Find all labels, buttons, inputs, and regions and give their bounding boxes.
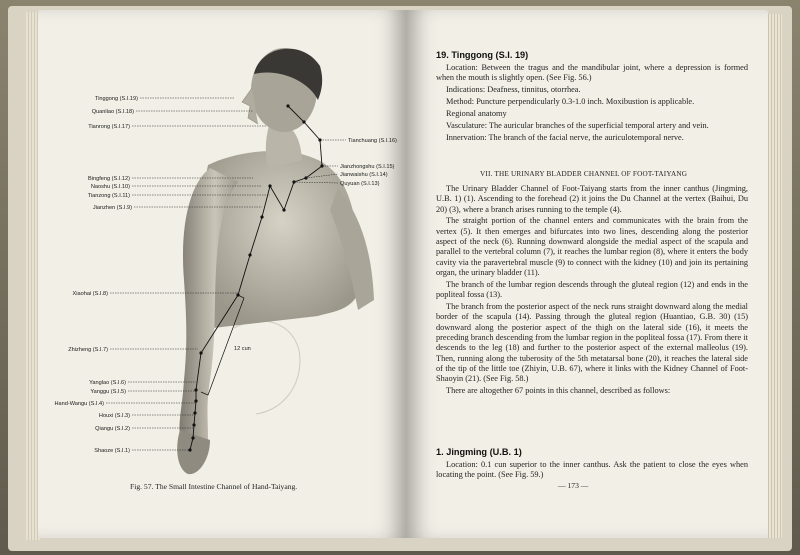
anatomical-figure <box>38 10 406 538</box>
point-label: Naoshu (S.I.10) <box>90 184 130 190</box>
text-block-tinggong <box>436 63 748 145</box>
point-label: Tianrong (S.I.17) <box>88 124 130 130</box>
acupoint-dot <box>268 184 271 187</box>
point-label: Quyuan (S.I.13) <box>340 181 380 187</box>
section-title: VII. THE URINARY BLADDER CHANNEL OF FOOT-TAIYANG <box>480 170 688 178</box>
point-label: Hand-Wangu (S.I.4) <box>54 401 104 407</box>
acupoint-dot <box>248 253 251 256</box>
point-label: Jianwaishu (S.I.14) <box>340 172 388 178</box>
regional-anatomy-label: Regional anatomy <box>446 108 507 118</box>
acupoint-dot <box>286 104 289 107</box>
point-label: Yanggu (S.I.5) <box>90 389 126 395</box>
point-label: Shaoze (S.I.1) <box>94 448 130 454</box>
acupoint-dot <box>193 411 196 414</box>
bladder-paragraph-1: The Urinary Bladder Channel of Foot-Taiyang starts from the inner canthus (Jingming, U.B. 1) (1). Ascending to the forehead (2) it joins the Du Channel at the vertex (Baihui, Du 20) (3), where a branch arises running to the temple (4). <box>436 184 748 214</box>
right-page <box>406 10 768 538</box>
page-number: — 173 — <box>558 481 589 490</box>
bladder-paragraph-5: There are altogether 67 points in this channel, described as follows: <box>446 386 671 396</box>
innervation-paragraph: Innervation: The branch of the facial nerve, the auriculotemporal nerve. <box>446 132 684 142</box>
acupoint-dot <box>260 215 263 218</box>
indications-paragraph: Indications: Deafness, tinnitus, otorrhea. <box>446 85 581 95</box>
method-paragraph: Method: Puncture perpendicularly 0.3-1.0 inch. Moxibustion is applicable. <box>446 97 695 107</box>
vasculature-paragraph: Vasculature: The auricular branches of the superficial temporal artery and vein. <box>446 120 709 130</box>
heading-jingming: 1. Jingming (U.B. 1) <box>436 447 522 457</box>
point-label: Bingfeng (S.I.12) <box>88 176 130 182</box>
jingming-location-paragraph: Location: 0.1 cun superior to the inner canthus. Ask the patient to close the eyes when locating the point. (See Fig. 59.) <box>436 460 748 480</box>
point-label: Tianchuang (S.I.16) <box>348 138 397 144</box>
cun-label: 12 cun <box>234 346 251 352</box>
acupoint-dot <box>282 208 285 211</box>
point-label: Tianzong (S.I.11) <box>87 193 130 199</box>
point-label: Quanliao (S.I.18) <box>91 109 134 115</box>
point-label: Jianzhongshu (S.I.15) <box>340 164 395 170</box>
acupoint-dot <box>192 423 195 426</box>
acupoint-dot <box>191 436 194 439</box>
bladder-paragraph-4: The branch from the posterior aspect of the neck runs straight downward along the medial border of the scapula (14). Passing through the gluteal region (Huantiao, G.B. 30) (15) downward along the posterior aspect of the thigh on the lateral side (16), it meets the preceding branch descending from the lumbar region in the popliteal fossa (17). From there it descends to the leg (18) and further to the posterior aspect of the external malleolus (19). Then, running along the tuberosity of the 5th metatarsal bone (20), it reaches the lateral side of the tip of the little toe (Zhiyin, U.B. 67), where it links with the Kidney Channel of Foot-Shaoyin (21). (See Fig. 58.) <box>436 302 748 384</box>
acupoint-dot <box>302 120 305 123</box>
figure-caption: Fig. 57. The Small Intestine Channel of Hand-Taiyang. <box>130 482 298 491</box>
page-stack-right <box>766 14 782 538</box>
text-block-bladder <box>436 184 748 398</box>
point-label: Yanglao (S.I.6) <box>89 380 126 386</box>
bladder-paragraph-3: The branch of the lumbar region descends through the gluteal region (12) and ends in the popliteal fossa (13). <box>436 279 748 300</box>
point-label: Xiaohai (S.I.8) <box>72 291 108 297</box>
background-sketch <box>234 321 300 414</box>
point-label: Zhizheng (S.I.7) <box>68 347 108 353</box>
location-paragraph: Location: Between the tragus and the mandibular joint, where a depression is formed when the mouth is slightly open. (See Fig. 56.) <box>436 63 748 83</box>
text-block-jingming <box>436 460 748 482</box>
point-label: Jianzhen (S.I.9) <box>92 205 132 211</box>
left-page <box>38 10 406 538</box>
heading-tinggong: 19. Tinggong (S.I. 19) <box>436 50 529 60</box>
point-label: Qiangu (S.I.2) <box>95 426 130 432</box>
acupoint-dot <box>194 399 197 402</box>
bladder-paragraph-2: The straight portion of the channel enters and communicates with the brain from the vertex (5). It then emerges and bifurcates into two lines, descending along the posterior aspect of the neck (6). Running downward alongside the medial aspect of the scapula and parallel to the vertebral column (7), it reaches the lumbar region (8), where it enters the body cavity via the paravertebral muscle (9) to connect with the kidney (10) and join its pertaining organ, the urinary bladder (11). <box>436 216 748 277</box>
point-label: Tinggong (S.I.19) <box>94 96 138 102</box>
point-label: Houxi (S.I.3) <box>98 413 130 419</box>
acupoint-dot <box>199 351 202 354</box>
